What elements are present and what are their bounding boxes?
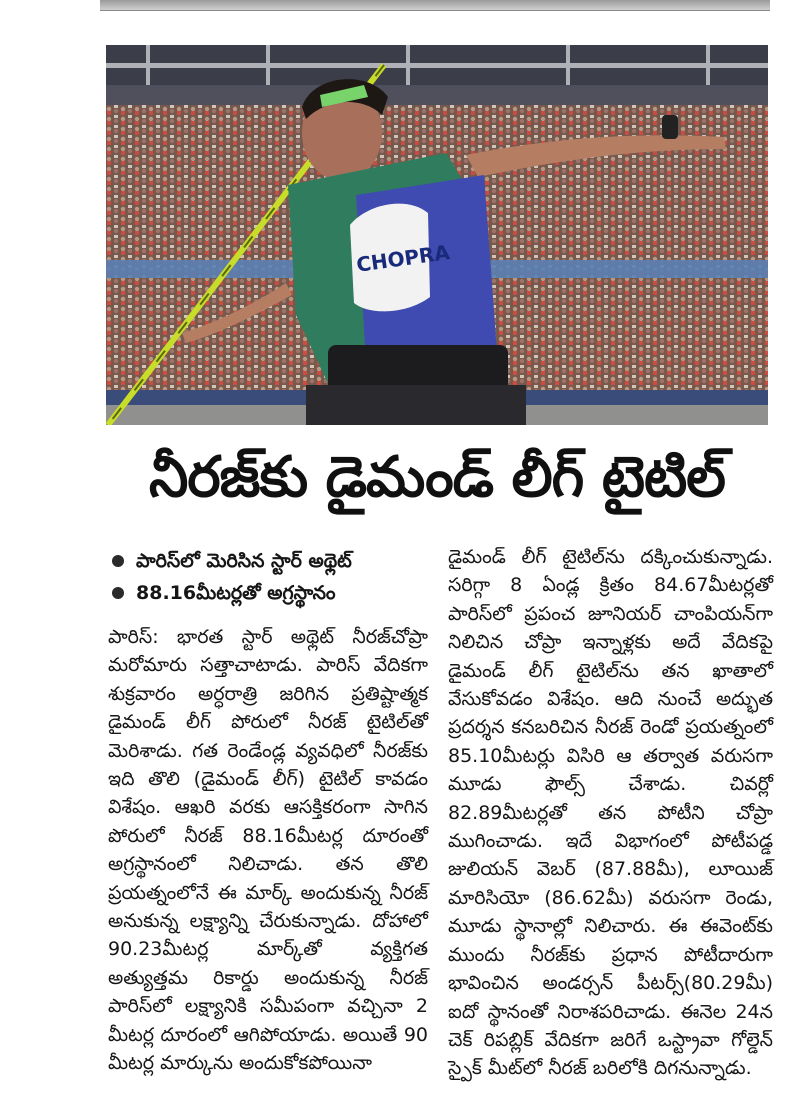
highlight-bullet-text: 88.16మీటర్లతో అగ్రస్థానం (136, 582, 336, 604)
top-page-rule (100, 0, 770, 11)
highlight-bullet-item (108, 545, 428, 577)
article-body-left: పారిస్: భారత స్టార్ అథ్లెట్ నీరజ్‌చోప్రా మరోమారు సత్తాచాటాడు. పారిస్ వేదికగా శుక్రవారం అర్ధరాత్రి జరిగిన ప్రతిష్టాత్మక డైమండ్ లీగ్ పోరులో నీరజ్ టైటిల్‌తో మెరిశాడు. గత రెండేండ్ల వ్యవధిలో నీరజ్‌కు ఇది తొలి (డైమండ్ లీగ్) టైటిల్ కావడం విశేషం. ఆఖరి వరకు ఆసక్తికరంగా సాగిన పోరులో నీరజ్ 88.16మీటర్ల దూరంతో అగ్రస్థానంలో నిలిచాడు. తన తొలి ప్రయత్నంలోనే ఈ మార్క్ అందుకున్న నీరజ్ అనుకున్న లక్ష్యాన్ని చేరుకున్నాడు. దోహాలో 90.23మీటర్ల మార్క్‌తో వ్యక్తిగత అత్యుత్తమ రికార్డు అందుకున్న నీరజ్ పారిస్‌లో లక్ష్యానికి సమీపంగా వచ్చినా 2 మీటర్ల దూరంలో ఆగిపోయాడు. అయితే 90 మీటర్ల మార్కును అందుకోకపోయినా (108, 626, 428, 1075)
article-photo (106, 45, 768, 425)
article-column-right (448, 545, 773, 1083)
javelin-thrower-illustration (106, 45, 768, 425)
highlight-bullet-item (108, 577, 428, 609)
article-column-left (108, 545, 428, 1078)
highlight-bullets (108, 545, 428, 609)
article-headline: నీరజ్‌కు డైమండ్ లీగ్ టైటిల్ (149, 445, 725, 510)
article-body-right: డైమండ్ లీగ్ టైటిల్‌ను దక్కించుకున్నాడు. సరిగ్గా 8 ఏండ్ల క్రితం 84.67మీటర్లతో పారిస్‌లో ప్రపంచ జూనియర్ చాంపియన్‌గా నిలిచిన చోప్రా ఇన్నాళ్లకు అదే వేదికపై డైమండ్ లీగ్ టైటిల్‌ను తన ఖాతాలో వేసుకోవడం విశేషం. ఆది నుంచే అద్భుత ప్రదర్శన కనబరిచిన నీరజ్ రెండో ప్రయత్నంలో 85.10మీటర్లు విసిరి ఆ తర్వాత వరుసగా మూడు ఫౌల్స్ చేశాడు. చివర్లో 82.89మీటర్లతో తన పోటీని చోప్రా ముగించాడు. ఇదే విభాగంలో పోటీపడ్డ జులియన్ వెబర్ (87.88మీ), లూయిజ్ మారిసియో (86.62మీ) వరుసగా రెండు, మూడు స్థానాల్లో నిలిచారు. ఈ ఈవెంట్‌కు ముందు నీరజ్‌కు ప్రధాన పోటీదారుగా భావించిన అండర్సన్ పీటర్స్(80.29మీ) ఐదో స్థానంతో నిరాశపరిచాడు. ఈనెల 24న చెక్ రిపబ్లిక్ వేదికగా జరిగే ఒస్ట్రావా గోల్డెన్ స్పైక్ మీట్‌లో నీరజ్ బరిలోకి దిగనున్నాడు. (448, 546, 773, 1080)
bullet-dot-icon (112, 555, 124, 567)
bullet-dot-icon (112, 587, 124, 599)
highlight-bullet-text: పారిస్‌లో మెరిసిన స్టార్ అథ్లెట్ (136, 550, 352, 572)
jersey-label: CHOPRA (354, 240, 452, 277)
